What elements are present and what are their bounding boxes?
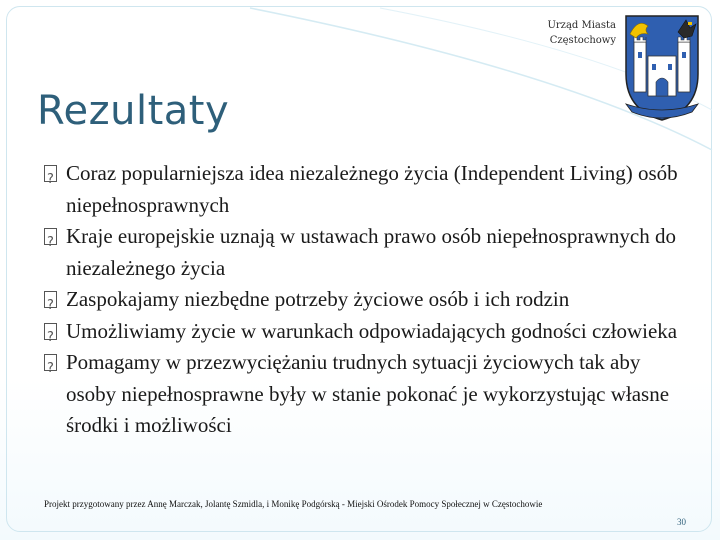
bullet-item [44,158,684,221]
slide-title: Rezultaty [37,88,230,134]
bullet-item [44,316,684,348]
bullet-text: Kraje europejskie uznają w ustawach prawo osób niepełnosprawnych do niezależnego życia [66,224,676,280]
bullet-item [44,284,684,316]
bullet-item [44,221,684,284]
footer-credits: Projekt przygotowany przez Annę Marczak, Jolantę Szmidla, i Monikę Podgórską - Miejski Ośrodek Pomocy Społecznej w Częstochowie [44,499,543,509]
bullet-list [44,158,684,442]
page-number: 30 [677,517,686,527]
missing-glyph-bullet-icon [44,323,57,340]
bullet-text: Umożliwiamy życie w warunkach odpowiadających godności człowieka [66,318,678,343]
missing-glyph-bullet-icon [44,228,57,245]
missing-glyph-bullet-icon [44,291,57,308]
office-name [516,18,616,48]
bullet-item [44,347,684,442]
office-name-line1: Urząd Miasta [547,20,616,31]
city-coat-of-arms-icon [622,12,702,122]
missing-glyph-bullet-icon [44,354,57,371]
missing-glyph-bullet-icon [44,165,57,182]
bullet-text: Pomagamy w przezwyciężaniu trudnych sytuacji życiowych tak aby osoby niepełnosprawne były w stanie pokonać je wykorzystując własne środki i możliwości [66,350,670,437]
office-name-line2: Częstochowy [549,35,616,46]
bullet-text: Coraz popularniejsza idea niezależnego życia (Independent Living) osób niepełnosprawnych [66,161,678,217]
bullet-text: Zaspokajamy niezbędne potrzeby życiowe osób i ich rodzin [66,287,570,311]
